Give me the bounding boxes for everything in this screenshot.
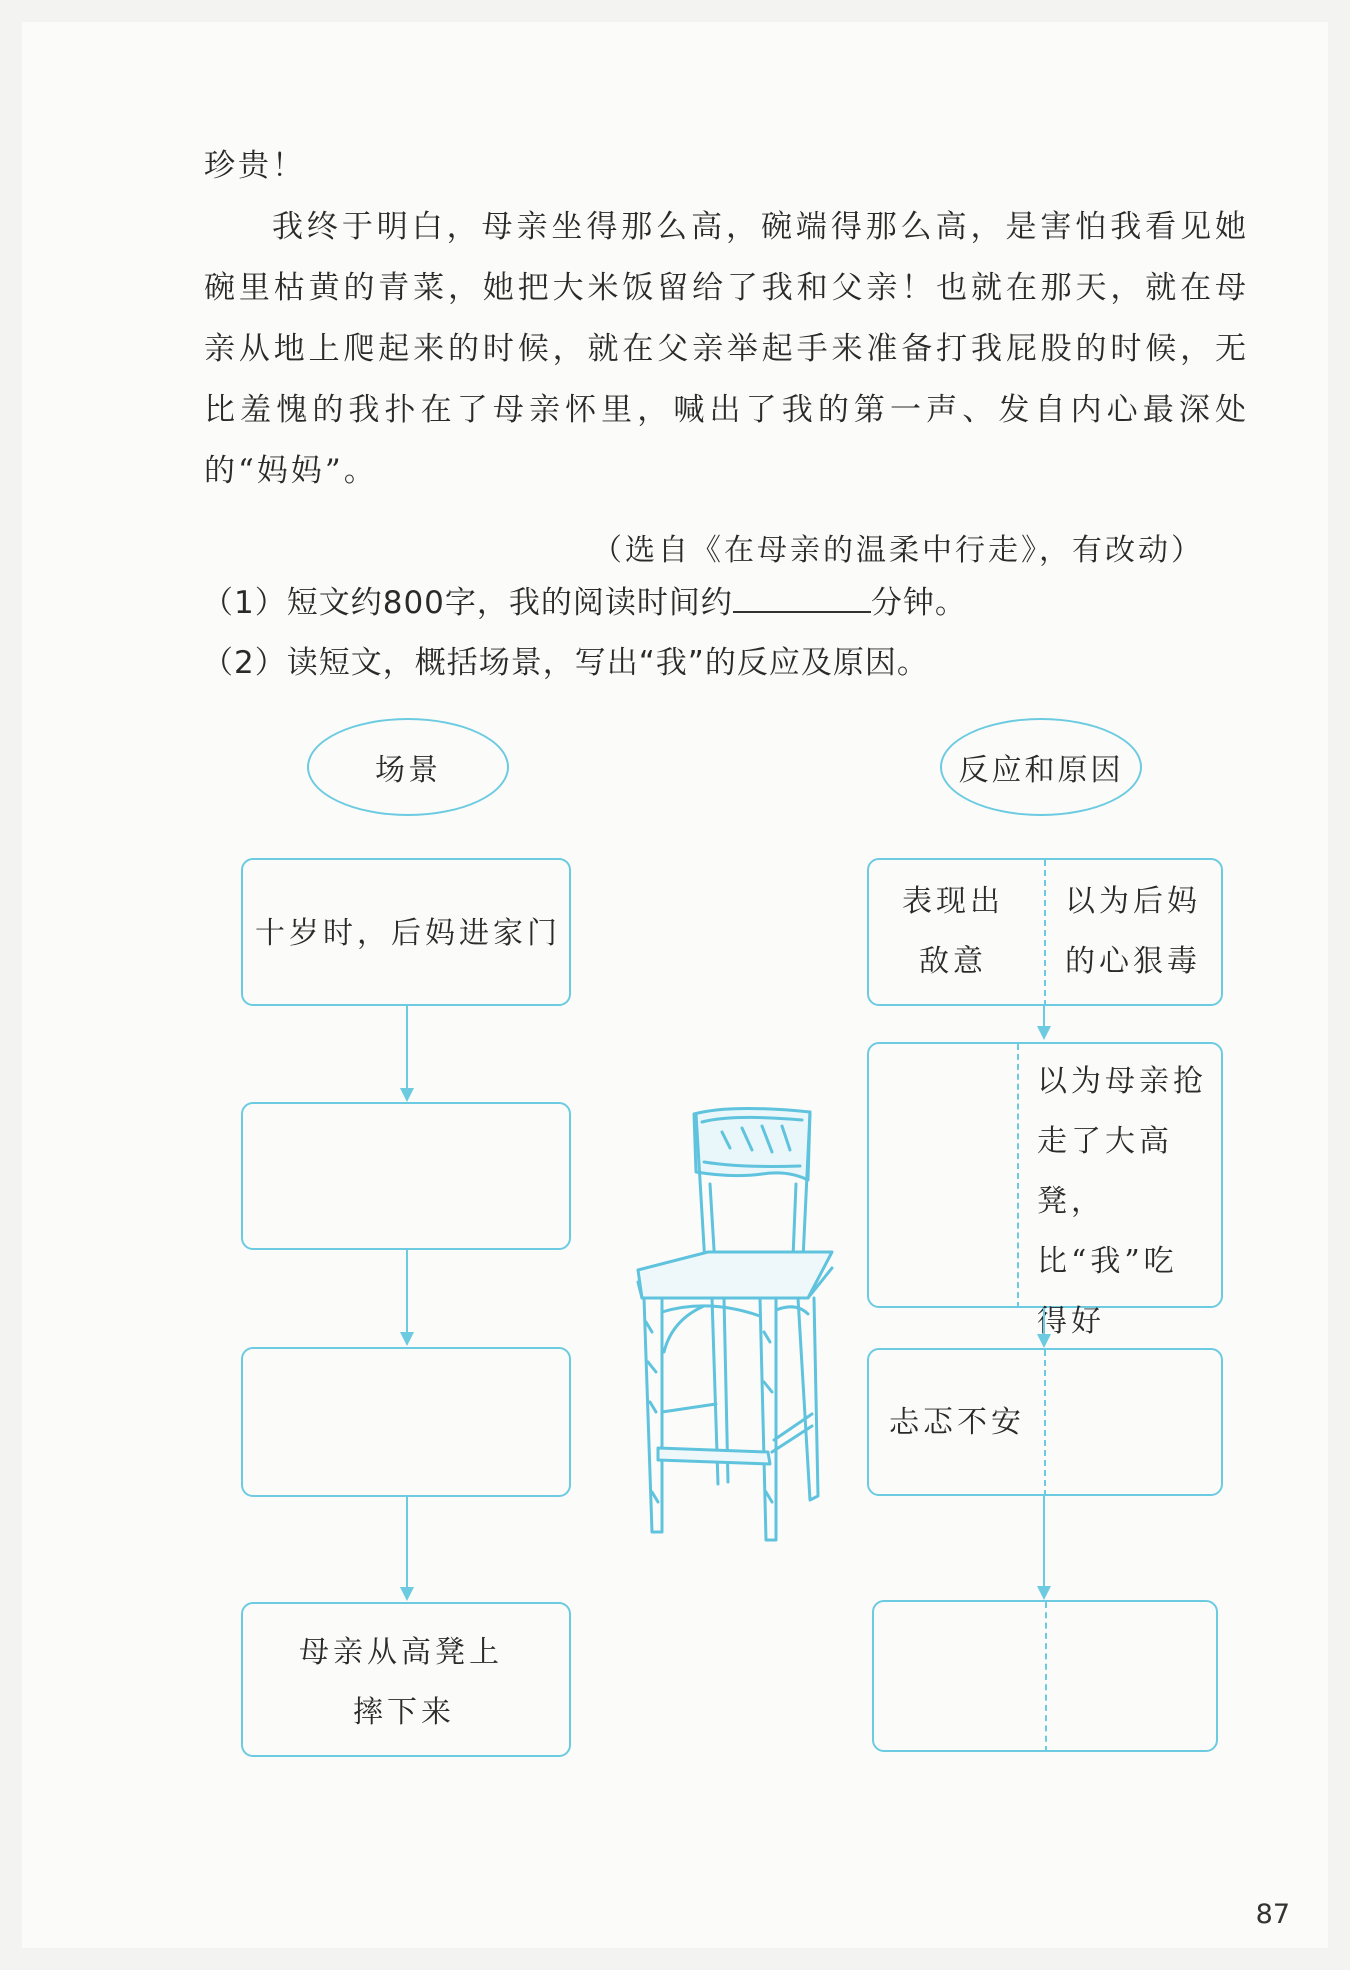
arrow-head-icon xyxy=(1037,1026,1051,1040)
reason-1-line-2: 的心狠毒 xyxy=(1065,944,1201,979)
reason-2-line-3: 比“我”吃 xyxy=(1037,1244,1178,1279)
reaction-arrow-3 xyxy=(1043,1496,1045,1586)
question-1 xyxy=(202,577,967,622)
reason-2-line-1: 以为母亲抢 xyxy=(1037,1064,1207,1099)
passage-line-top: 珍贵！ xyxy=(204,148,306,184)
reaction-box-3[interactable] xyxy=(867,1348,1223,1496)
divider xyxy=(1044,860,1046,1006)
reaction-text-3: 忐忑不安 xyxy=(889,1405,1025,1440)
scene-arrow-1 xyxy=(406,1006,408,1088)
page-number: 87 xyxy=(1255,1899,1290,1930)
scene-arrow-2 xyxy=(406,1250,408,1332)
question-1-suffix: 分钟。 xyxy=(870,585,967,621)
divider xyxy=(1017,1044,1019,1308)
reaction-arrow-1 xyxy=(1043,1006,1045,1026)
reaction-text-1 xyxy=(902,872,1004,992)
passage-paragraph: 我终于明白，母亲坐得那么高，碗端得那么高，是害怕我看见她碗里枯黄的青菜，她把大米饭留给了我和父亲！也就在那天，就在母亲从地上爬起来的时候，就在父亲举起手来准备打我屁股的时候，无比羞愧的我扑在了母亲怀里，喊出了我的第一声、发自内心最深处的“妈妈”。 xyxy=(204,209,1249,489)
arrow-head-icon xyxy=(1037,1334,1051,1348)
scene-header xyxy=(307,718,509,816)
question-2: （2）读短文，概括场景，写出“我”的反应及原因。 xyxy=(202,645,929,681)
reaction-arrow-2 xyxy=(1043,1308,1045,1334)
reaction-1-line-1: 表现出 xyxy=(902,884,1004,919)
reaction-1-line-2: 敌意 xyxy=(919,944,987,979)
passage-source: （选自《在母亲的温柔中行走》，有改动） xyxy=(592,533,1204,568)
reaction-box-2[interactable] xyxy=(867,1042,1223,1339)
scene-box-3[interactable] xyxy=(241,1347,571,1497)
reaction-header xyxy=(940,718,1142,816)
reaction-box-1 xyxy=(867,858,1223,1006)
arrow-head-icon xyxy=(400,1587,414,1601)
reason-text-2 xyxy=(1037,1052,1221,1352)
divider xyxy=(1045,1602,1047,1752)
arrow-head-icon xyxy=(400,1088,414,1102)
reaction-header-label: 反应和原因 xyxy=(958,753,1124,788)
scene-text-4b: 摔下来 xyxy=(353,1695,455,1730)
arrow-head-icon xyxy=(400,1332,414,1346)
scene-box-4 xyxy=(241,1602,571,1757)
divider xyxy=(1044,1350,1046,1496)
question-1-text: （1）短文约800字，我的阅读时间约 xyxy=(202,585,733,621)
scene-text-4a: 母亲从高凳上 xyxy=(299,1635,503,1670)
scene-arrow-3 xyxy=(406,1497,408,1587)
reason-2-line-4: 得好 xyxy=(1037,1304,1105,1339)
reason-2-line-2: 走了大高凳， xyxy=(1037,1124,1173,1219)
passage xyxy=(204,136,1249,502)
answer-blank[interactable] xyxy=(733,581,871,613)
textbook-page xyxy=(22,22,1328,1948)
scene-header-label: 场景 xyxy=(375,753,441,788)
reason-1-line-1: 以为后妈 xyxy=(1065,884,1201,919)
scene-text-1: 十岁时，后妈进家门 xyxy=(255,916,561,951)
arrow-head-icon xyxy=(1037,1586,1051,1600)
reason-text-1 xyxy=(1065,872,1201,992)
high-stool-illustration xyxy=(612,1092,852,1542)
scene-box-1 xyxy=(241,858,571,1006)
scene-box-2[interactable] xyxy=(241,1102,571,1250)
reaction-box-4[interactable] xyxy=(872,1600,1218,1752)
